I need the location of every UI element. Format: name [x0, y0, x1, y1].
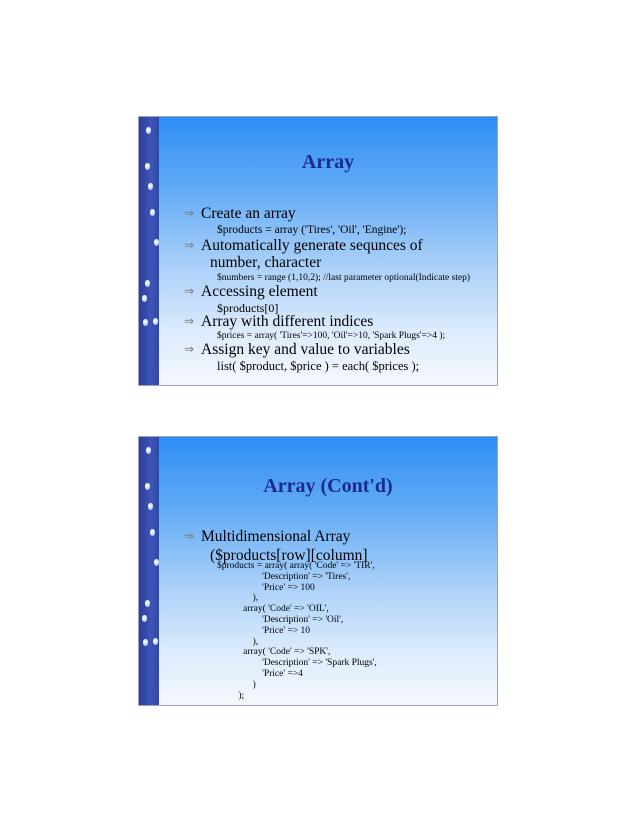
slide-array-contd [138, 436, 498, 706]
bullet-item: ⇒ Multidimensional Array [184, 528, 351, 545]
arrow-bullet-icon: ⇒ [184, 238, 195, 252]
water-drop-icon [142, 615, 147, 622]
bullet-item-continued: ($products[row][column] [210, 547, 368, 564]
code-line: ) [217, 679, 256, 690]
water-drop-icon [148, 183, 153, 190]
slide-title: Array (Cont'd) [263, 475, 393, 497]
code-line: 'Price' => 10 [217, 625, 311, 636]
water-drop-icon [145, 483, 150, 490]
water-drop-icon [153, 318, 158, 325]
arrow-bullet-icon: ⇒ [184, 206, 195, 220]
bullet-item-continued: number, character [210, 254, 322, 271]
water-drop-icon [150, 529, 155, 536]
water-drop-icon [143, 639, 148, 646]
water-drop-icon [154, 239, 159, 246]
bullet-code: $prices = array( 'Tires'=>100, 'Oil'=>10, 'Spark Plugs'=>4 ); [217, 331, 446, 341]
code-line: array( 'Code' => 'SPK', [217, 647, 331, 658]
side-strip [139, 117, 159, 385]
bullet-code: $products[0] [217, 301, 279, 315]
side-strip [139, 437, 159, 705]
code-line: 'Price' => 100 [217, 582, 315, 593]
code-line: 'Description' => 'Tires', [217, 571, 351, 582]
bullet-code: list( $product, $price ) = each( $prices ); [217, 359, 420, 373]
water-drop-icon [154, 559, 159, 566]
bullet-item: ⇒ Create an array [184, 205, 296, 222]
water-drop-icon [145, 163, 150, 170]
arrow-bullet-icon: ⇒ [184, 529, 195, 543]
water-drop-icon [145, 600, 150, 607]
water-drop-icon [148, 503, 153, 510]
code-line: ); [217, 690, 245, 701]
code-line: ), [217, 636, 259, 647]
water-drop-icon [153, 638, 158, 645]
code-line: array( 'Code' => 'OIL', [217, 604, 329, 615]
water-drop-icon [142, 295, 147, 302]
water-drop-icon [150, 209, 155, 216]
bullet-item: ⇒ Assign key and value to variables [184, 341, 410, 358]
slide-title: Array [301, 151, 355, 173]
arrow-bullet-icon: ⇒ [184, 342, 195, 356]
slide-array [138, 116, 498, 386]
code-line: ), [217, 593, 259, 604]
bullet-code: $products = array ('Tires', 'Oil', 'Engine'); [217, 224, 407, 236]
arrow-bullet-icon: ⇒ [184, 284, 195, 298]
bullet-item: ⇒ Array with different indices [184, 313, 374, 330]
code-line: $products = array( array( 'Code' => 'TIR', [217, 561, 375, 571]
bullet-code: $numbers = range (1,10,2); //last parameter optional(Indicate step) [217, 273, 471, 283]
code-line: 'Description' => 'Spark Plugs', [217, 658, 377, 669]
bullet-item: ⇒ Automatically generate sequnces of [184, 237, 423, 254]
arrow-bullet-icon: ⇒ [184, 314, 195, 328]
code-line: 'Price' =>4 [217, 668, 303, 679]
water-drop-icon [143, 319, 148, 326]
water-drop-icon [146, 447, 151, 454]
code-block [217, 561, 377, 701]
bullet-item: ⇒ Accessing element [184, 283, 318, 300]
water-drop-icon [146, 127, 151, 134]
water-drop-icon [145, 280, 150, 287]
code-line: 'Description' => 'Oil', [217, 614, 344, 625]
